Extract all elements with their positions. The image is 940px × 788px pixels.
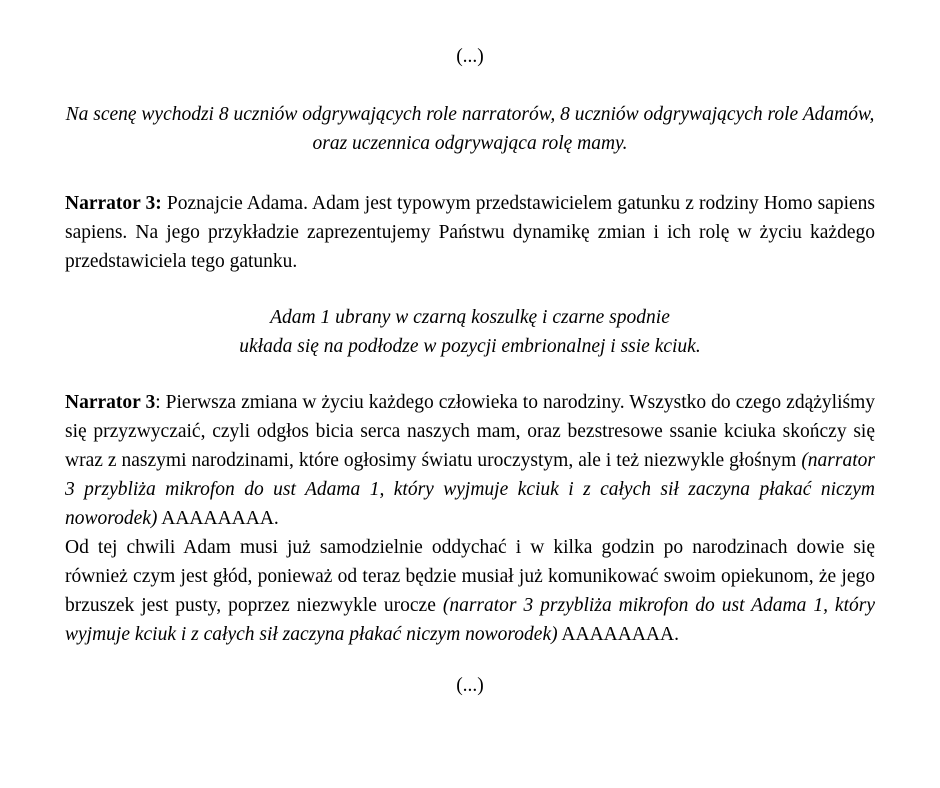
paragraph-2-inline-stage-direction: (narrator 3 przybliża mikrofon do ust Adama 1, który wyjmuje kciuk i z całych sił zaczyna płakać niczym noworodek) xyxy=(65,450,875,529)
paragraph-2-text-after-stage: AAAAAAAA. xyxy=(157,508,279,529)
paragraph-1-text: Poznajcie Adama. Adam jest typowym przedstawicielem gatunku z rodziny Homo sapiens sapiens. Na jego przykładzie zaprezentujemy Państwu dynamikę zmian i ich rolę w życiu każdego przedstawiciela tego gatunku. xyxy=(65,193,875,272)
ellipsis-bottom: (...) xyxy=(456,675,484,696)
narrator-3-paragraph-3 xyxy=(65,533,875,649)
narrator-3-paragraph-1 xyxy=(65,189,875,276)
speaker-label-narrator-3: Narrator 3: xyxy=(65,193,162,214)
stage-direction-intro: Na scenę wychodzi 8 uczniów odgrywających role narratorów, 8 uczniów odgrywających role Adamów, oraz uczennica odgrywająca rolę mamy. xyxy=(65,104,875,154)
paragraph-3-text-after-stage: AAAAAAAA. xyxy=(557,624,679,645)
ellipsis-top: (...) xyxy=(456,46,484,67)
stage-direction-adam-line-2: układa się na podłodze w pozycji embrionalnej i ssie kciuk. xyxy=(239,336,701,357)
paragraph-3-text-before-stage: Od tej chwili Adam musi już samodzielnie oddychać i w kilka godzin po narodzinach dowie się również czym jest głód, ponieważ od teraz będzie musiał już komunikować swoim opiekunom, że jego brzuszek jest pusty, poprzez niezwykle urocze xyxy=(65,537,875,616)
stage-direction-adam xyxy=(65,303,875,361)
paragraph-2-text-before-stage: : Pierwsza zmiana w życiu każdego człowieka to narodziny. Wszystko do czego zdążyliśmy się przyzwyczaić, czyli odgłos bicia serca naszych mam, oraz bezstresowe ssanie kciuka skończy się wraz z naszymi narodzinami, które ogłosimy światu uroczystym, ale i też niezwykle głośnym xyxy=(65,392,875,471)
speaker-label-narrator-3: Narrator 3 xyxy=(65,392,156,413)
stage-direction-adam-line-1: Adam 1 ubrany w czarną koszulkę i czarne spodnie xyxy=(270,307,670,328)
narrator-3-paragraph-2 xyxy=(65,388,875,533)
paragraph-3-inline-stage-direction: (narrator 3 przybliża mikrofon do ust Adama 1, który wyjmuje kciuk i z całych sił zaczyna płakać niczym noworodek) xyxy=(65,595,875,645)
